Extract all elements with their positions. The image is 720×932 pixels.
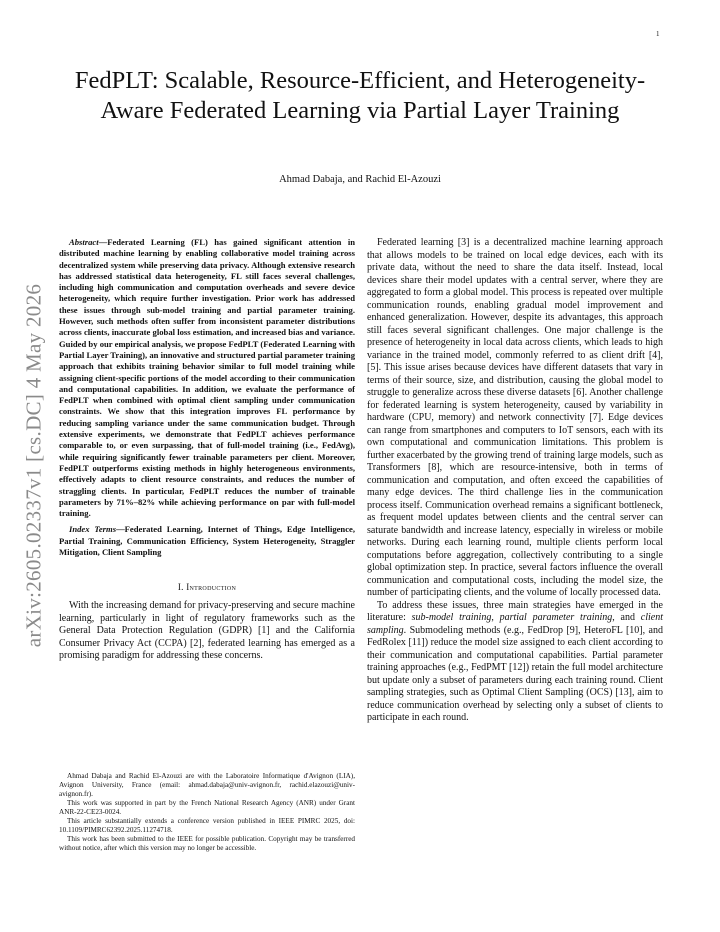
abstract: [59, 237, 355, 519]
intro-paragraph: With the increasing demand for privacy-preserving and secure machine learning, particularly in light of regulatory frameworks such as the General Data Protection Regulation (GDPR) [1] and the California Consumer Privacy Act (CCPA) [2], federated learning has emerged as a promising paradigm for addressing these concerns.: [59, 600, 355, 662]
arxiv-identifier-stamp: arXiv:2605.02337v1 [cs.DC] 4 May 2026: [21, 283, 46, 648]
section-heading-introduction: [59, 582, 355, 592]
index-terms-text: —Federated Learning, Internet of Things, Edge Intelligence, Partial Training, Communication Efficiency, System Heterogeneity, Straggler Mitigation, Client Sampling: [59, 524, 355, 558]
index-terms: [59, 524, 355, 558]
paragraph-text: ,: [491, 612, 500, 623]
footnote-affiliation: Ahmad Dabaja and Rachid El-Azouzi are with the Laboratoire Informatique d'Avignon (LIA), Avignon University, France (email: ahmad.dabaja@univ-avignon.fr, rachid.elazouzi@univ-avignon.fr).: [59, 772, 355, 798]
footnote-conference-version: This article substantially extends a conference version published in IEEE PIMRC 2025, doi: 10.1109/PIMRC62392.2025.11274718.: [59, 817, 355, 834]
term-partial-parameter-training: partial parameter training: [499, 612, 613, 623]
section-number: I.: [177, 582, 184, 593]
author-list: Ahmad Dabaja, and Rachid El-Azouzi: [279, 174, 441, 185]
index-terms-label: Index Terms: [69, 524, 117, 535]
abstract-label: Abstract: [69, 237, 99, 247]
page-number: 1: [656, 30, 660, 38]
footnotes: [59, 772, 355, 853]
abstract-text: —Federated Learning (FL) has gained significant attention in distributed machine learning by enabling collaborative model training across decentralized system while preserving data privacy. Although extensive research has addressed statistical data heterogeneity, FL still faces several challenges, including high communication and computation overheads and severe device heterogeneity, which require further investigation. Prior work has addressed these issues through sub-model training and partial parameter training. However, such methods often suffer from inconsistent parameter distributions across clients, inaccurate global loss estimation, and increased bias and variance. Guided by our empirical analysis, we propose FedPLT (Federated Learning with Partial Layer Training), an innovative and structured partial parameter training approach that exhibits training behavior similar to full model training while assigning client-specific portions of the model according to their communication and computational capabilities. In addition, we evaluate the performance of FedPLT when combined with optimal client sampling under communication constraints. We show that this integration improves FL performance by reducing sampling variance under the same communication budget. Through extensive experiments, we demonstrate that FedPLT achieves performance comparable to, or even surpassing, that of full-model training (i.e., FedAvg), while requiring significantly fewer trainable parameters per client. Moreover, FedPLT outperforms existing methods in highly heterogeneous environments, effectively adapts to client resource constraints, and reduces the number of straggling clients. In particular, FedPLT reduces the number of trainable parameters by 71%–82% while achieving performance on par with full-model training.: [59, 237, 355, 519]
body-paragraph-2: [367, 600, 663, 725]
footnote-funding: This work was supported in part by the French National Research Agency (ANR) under Grant ANR-22-CE23-0024.: [59, 799, 355, 816]
paragraph-text: , and: [612, 612, 641, 623]
paragraph-text: To address these issues, three main strategies have emerged in the literature:: [367, 599, 663, 623]
paragraph-text: . Submodeling methods (e.g., FedDrop [9], HeteroFL [10], and FedRolex [11]) reduce the model size assigned to each client according to their communication and computational capabilities. Partial parameter training approaches (e.g., FedPMT [12]) retain the full model architecture but update only a subset of parameters during each training round. Client sampling strategies, such as Optimal Client Sampling (OCS) [13], aim to reduce communication overhead by selecting only a subset of clients to participate in each round.: [367, 624, 663, 723]
right-column: [367, 237, 663, 725]
left-column: [59, 237, 355, 663]
footnote-copyright: This work has been submitted to the IEEE for possible publication. Copyright may be transferred without notice, after which this version may no longer be accessible.: [59, 835, 355, 852]
term-client-sampling: client sampling: [367, 612, 663, 636]
term-sub-model-training: sub-model training: [411, 612, 492, 623]
paper-title: FedPLT: Scalable, Resource-Efficient, and Heterogeneity-Aware Federated Learning via Partial Layer Training: [74, 67, 646, 124]
body-paragraph-1: Federated learning [3] is a decentralized machine learning approach that allows models to be trained on local edge devices, each with its private data, without the need to share the data itself. Instead, local devices share their model updates with a central server, where they are aggregated to form a global model. This process is repeated over multiple communication rounds, enabling gradual model improvement and enhanced generalization. However, despite its advantages, this approach still faces several significant challenges. One major challenge is the presence of heterogeneity in local data across clients, which leads to high variance in the trained model, commonly referred to as client drift [4], [5]. This issue arises because devices have different datasets that vary in terms of their source, size, and distribution, causing the global model to struggle to generalize across these diverse datasets [6]. Another challenge for federated learning is system heterogeneity, caused by variability in hardware (CPU, memory) and network connectivity [7]. Edge devices can range from smartphones and computers to IoT sensors, each with its own computational and communication limitations. This problem is further exacerbated by the growing trend of training large models, such as Transformers [8], which are resource-intensive, both in terms of communication and computation, and often exceed the capabilities of many edge devices. The third challenge lies in the communication process itself. Communication overhead remains a significant bottleneck, as frequent model updates between clients and the central server can saturate bandwidth and increase latency, especially in wireless or mobile networks. During each learning round, multiple clients perform local computations before aggregation, collectively contributing to a single global optimization step. In practice, several factors influence the overall communication and computational costs, including the model size, the number of participating clients, and the volume of locally processed data.: [367, 237, 663, 598]
section-title: Introduction: [186, 582, 237, 593]
